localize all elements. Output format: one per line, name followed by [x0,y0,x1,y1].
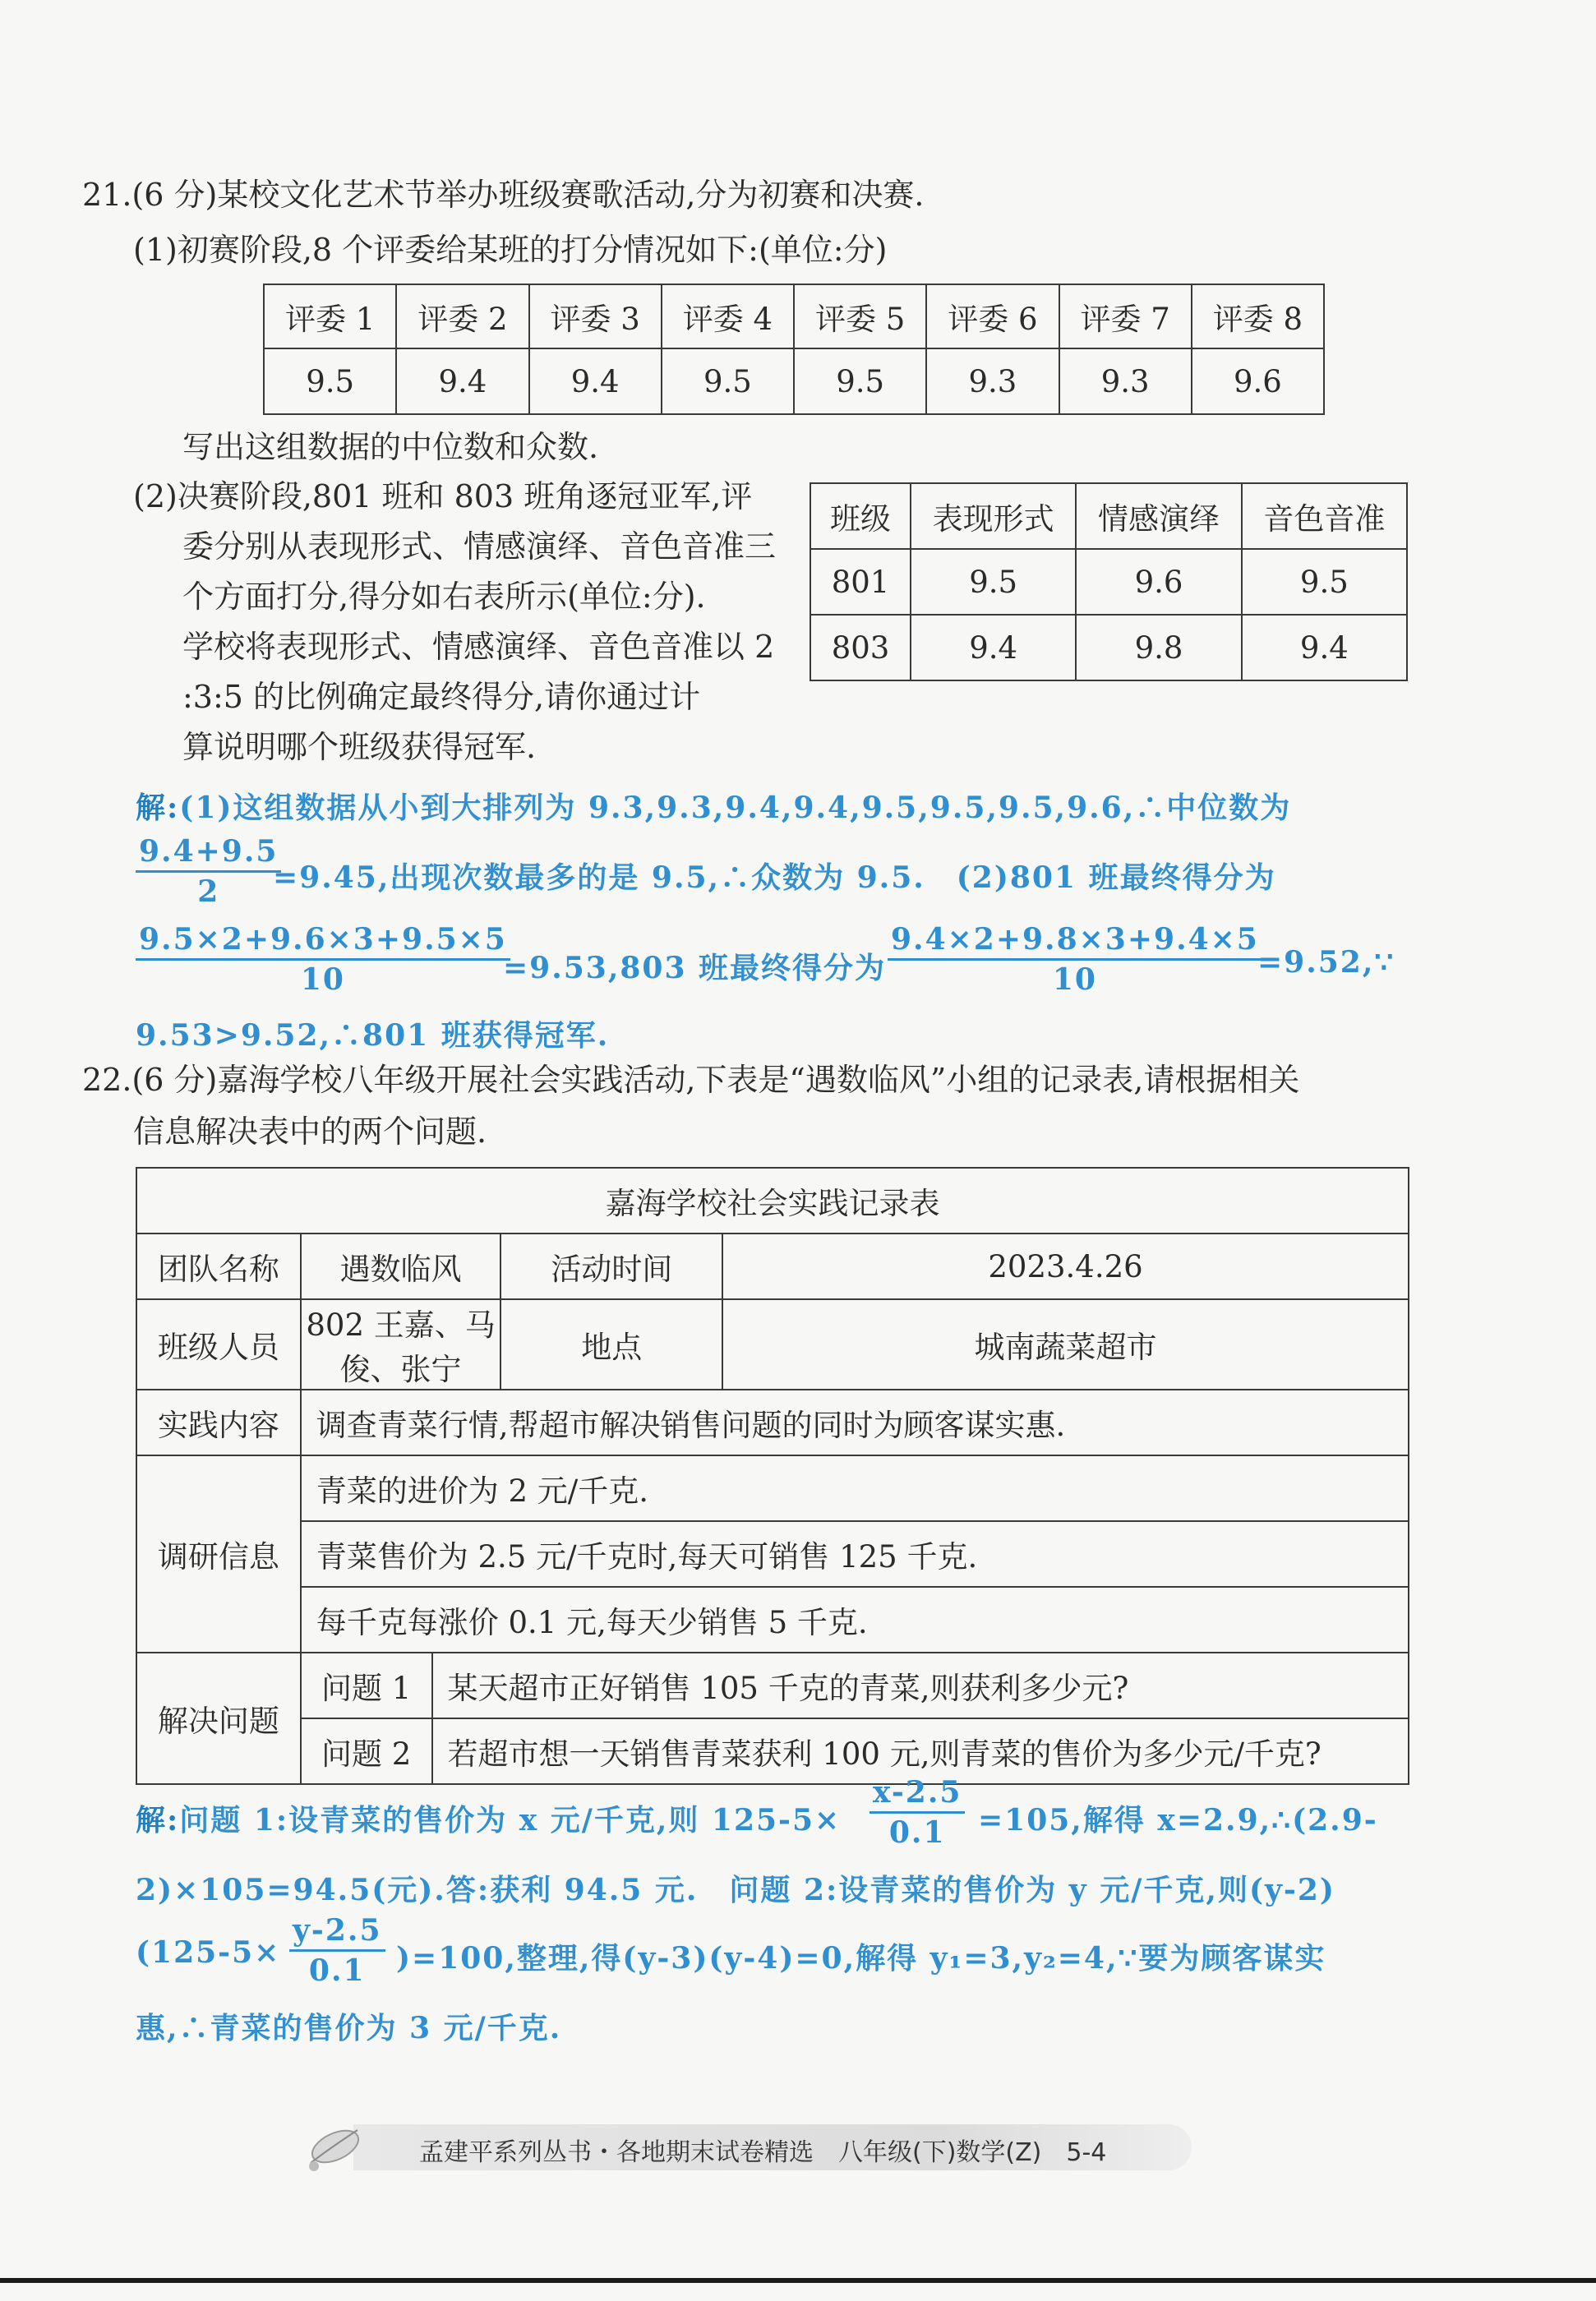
judge-header: 评委 5 [794,284,926,348]
judge-header: 评委 6 [926,284,1059,348]
q22-y-fraction [289,1913,385,1988]
class-header: 音色音准 [1242,483,1407,549]
judge-score: 9.5 [794,348,926,414]
class-cell: 9.4 [1242,615,1407,680]
record-value: 调查青菜行情,帮超市解决销售问题的同时为顾客谋实惠. [301,1390,1409,1455]
record-label: 活动时间 [500,1234,722,1299]
fraction-denominator: 10 [300,962,345,997]
record-value: 城南蔬菜超市 [722,1299,1409,1390]
judge-score: 9.6 [1192,348,1324,414]
fraction-denominator: 10 [1052,962,1097,997]
q21-803-fraction [888,922,1262,997]
q21-solution-line-3-mid: =9.53,803 班最终得分为 [503,951,887,985]
q21-solution-line-2: =9.45,出现次数最多的是 9.5,∴众数为 9.5. (2)801 班最终得分为 [273,860,1276,895]
q22-solution-line-3-pre: (125-5× [136,1935,281,1970]
q21-part2-line: 算说明哪个班级获得冠军. [182,729,537,765]
fraction-numerator: y-2.5 [289,1913,385,1952]
q22-solution-line-4: 惠,∴青菜的售价为 3 元/千克. [136,2011,562,2045]
judge-header: 评委 1 [264,284,396,348]
class-header: 表现形式 [911,483,1076,549]
record-value: 802 王嘉、马俊、张宁 [301,1299,501,1390]
record-title: 嘉海学校社会实践记录表 [136,1168,1409,1234]
q21-part2-line: :3:5 的比例确定最终得分,请你通过计 [182,679,701,715]
record-label: 地点 [500,1299,722,1390]
q21-class-score-table [810,482,1408,681]
q22-stem-line-2: 信息解决表中的两个问题. [133,1114,487,1150]
research-item: 青菜的进价为 2 元/千克. [301,1455,1409,1521]
judge-score: 9.3 [926,348,1059,414]
record-problem-row [136,1718,1409,1784]
judge-score: 9.3 [1059,348,1192,414]
fraction-denominator: 0.1 [888,1815,946,1850]
q21-stem: 21.(6 分)某校文化艺术节举办班级赛歌活动,分为初赛和决赛. [82,177,925,213]
judge-score-row [264,348,1324,414]
q21-part2-line: (2)决赛阶段,801 班和 803 班角逐冠亚军,评 [133,478,753,514]
record-research-row [136,1587,1409,1653]
judge-score: 9.4 [396,348,528,414]
solution-text: (1)这组数据从小到大排列为 9.3,9.3,9.4,9.4,9.5,9.5,9.5,9.6,∴中位数为 [179,791,1292,825]
judge-header: 评委 3 [529,284,662,348]
q21-part2-line: 委分别从表现形式、情感演绎、音色音准三 [182,528,777,565]
fraction-numerator: 9.4×2+9.8×3+9.4×5 [888,922,1262,961]
fraction-numerator: 9.4+9.5 [136,834,281,873]
class-cell: 9.8 [1076,615,1241,680]
record-problem-row [136,1653,1409,1718]
class-header-row [810,483,1407,549]
judge-score: 9.5 [662,348,794,414]
fraction-numerator: x-2.5 [869,1775,965,1814]
class-cell: 9.6 [1076,549,1241,615]
record-label: 调研信息 [136,1455,301,1653]
page-bottom-rule [0,2278,1596,2283]
q21-solution-line-3-end: =9.52,∵ [1257,945,1395,980]
judge-header: 评委 4 [662,284,794,348]
q22-solution-line-2: 2)×105=94.5(元).答:获利 94.5 元. 问题 2:设青菜的售价为 y 元/千克,则(y-2) [136,1873,1335,1907]
class-row [810,615,1407,680]
record-label: 班级人员 [136,1299,301,1390]
q21-judge-table [263,284,1325,415]
record-label: 解决问题 [136,1653,301,1784]
q21-part2-line: 学校将表现形式、情感演绎、音色音准以 2 [182,629,775,665]
judge-header: 评委 2 [396,284,528,348]
q21-part1-intro: (1)初赛阶段,8 个评委给某班的打分情况如下:(单位:分) [133,232,888,268]
judge-score: 9.5 [264,348,396,414]
q21-part1-task: 写出这组数据的中位数和众数. [182,429,599,465]
judge-header: 评委 7 [1059,284,1192,348]
solution-label: 解: [136,1803,180,1838]
solution-label: 解: [136,791,180,825]
record-research-row [136,1455,1409,1521]
record-label: 实践内容 [136,1390,301,1455]
fraction-denominator: 2 [197,874,220,909]
fraction-denominator: 0.1 [308,1953,366,1988]
record-members-row [136,1299,1409,1390]
class-cell: 9.5 [911,549,1076,615]
q21-median-fraction [136,834,281,909]
q22-solution-line-1-post: =105,解得 x=2.9,∴(2.9- [978,1803,1378,1838]
record-value: 遇数临风 [301,1234,501,1299]
problem-label: 问题 2 [301,1718,432,1784]
research-item: 青菜售价为 2.5 元/千克时,每天可销售 125 千克. [301,1521,1409,1587]
record-research-row [136,1521,1409,1587]
q21-part2-line: 个方面打分,得分如右表所示(单位:分). [182,579,706,615]
q22-solution-line-3-post: )=100,整理,得(y-3)(y-4)=0,解得 y₁=3,y₂=4,∵要为顾客谋实 [396,1941,1326,1976]
problem-text: 某天超市正好销售 105 千克的青菜,则获利多少元? [432,1653,1409,1718]
class-header: 情感演绎 [1076,483,1241,549]
class-cell: 9.4 [911,615,1076,680]
judge-score: 9.4 [529,348,662,414]
class-cell: 803 [810,615,911,680]
q22-stem-line-1: 22.(6 分)嘉海学校八年级开展社会实践活动,下表是“遇数临风”小组的记录表,请根据相关 [82,1062,1300,1098]
q21-801-fraction [136,922,510,997]
problem-text: 若超市想一天销售青菜获利 100 元,则青菜的售价为多少元/千克? [432,1718,1409,1784]
q22-x-fraction [869,1775,965,1850]
record-label: 团队名称 [136,1234,301,1299]
research-item: 每千克每涨价 0.1 元,每天少销售 5 千克. [301,1587,1409,1653]
judge-header: 评委 8 [1192,284,1324,348]
q21-solution-line-1 [136,785,1291,827]
class-cell: 801 [810,549,911,615]
record-team-row [136,1234,1409,1299]
q22-solution-line-1-pre [136,1797,841,1839]
solution-text: 问题 1:设青菜的售价为 x 元/千克,则 125-5× [179,1803,842,1838]
leaf-logo-icon [296,2112,370,2182]
class-header: 班级 [810,483,911,549]
record-content-row [136,1390,1409,1455]
record-value: 2023.4.26 [722,1234,1409,1299]
q21-solution-line-4: 9.53>9.52,∴801 班获得冠军. [136,1018,610,1053]
fraction-numerator: 9.5×2+9.6×3+9.5×5 [136,922,510,961]
class-row [810,549,1407,615]
record-title-row [136,1168,1409,1234]
footer-text: 孟建平系列丛书・各地期末试卷精选 八年级(下)数学(Z) 5-4 [419,2138,1107,2167]
class-cell: 9.5 [1242,549,1407,615]
q22-record-table [136,1167,1409,1785]
judge-header-row [264,284,1324,348]
problem-label: 问题 1 [301,1653,432,1718]
